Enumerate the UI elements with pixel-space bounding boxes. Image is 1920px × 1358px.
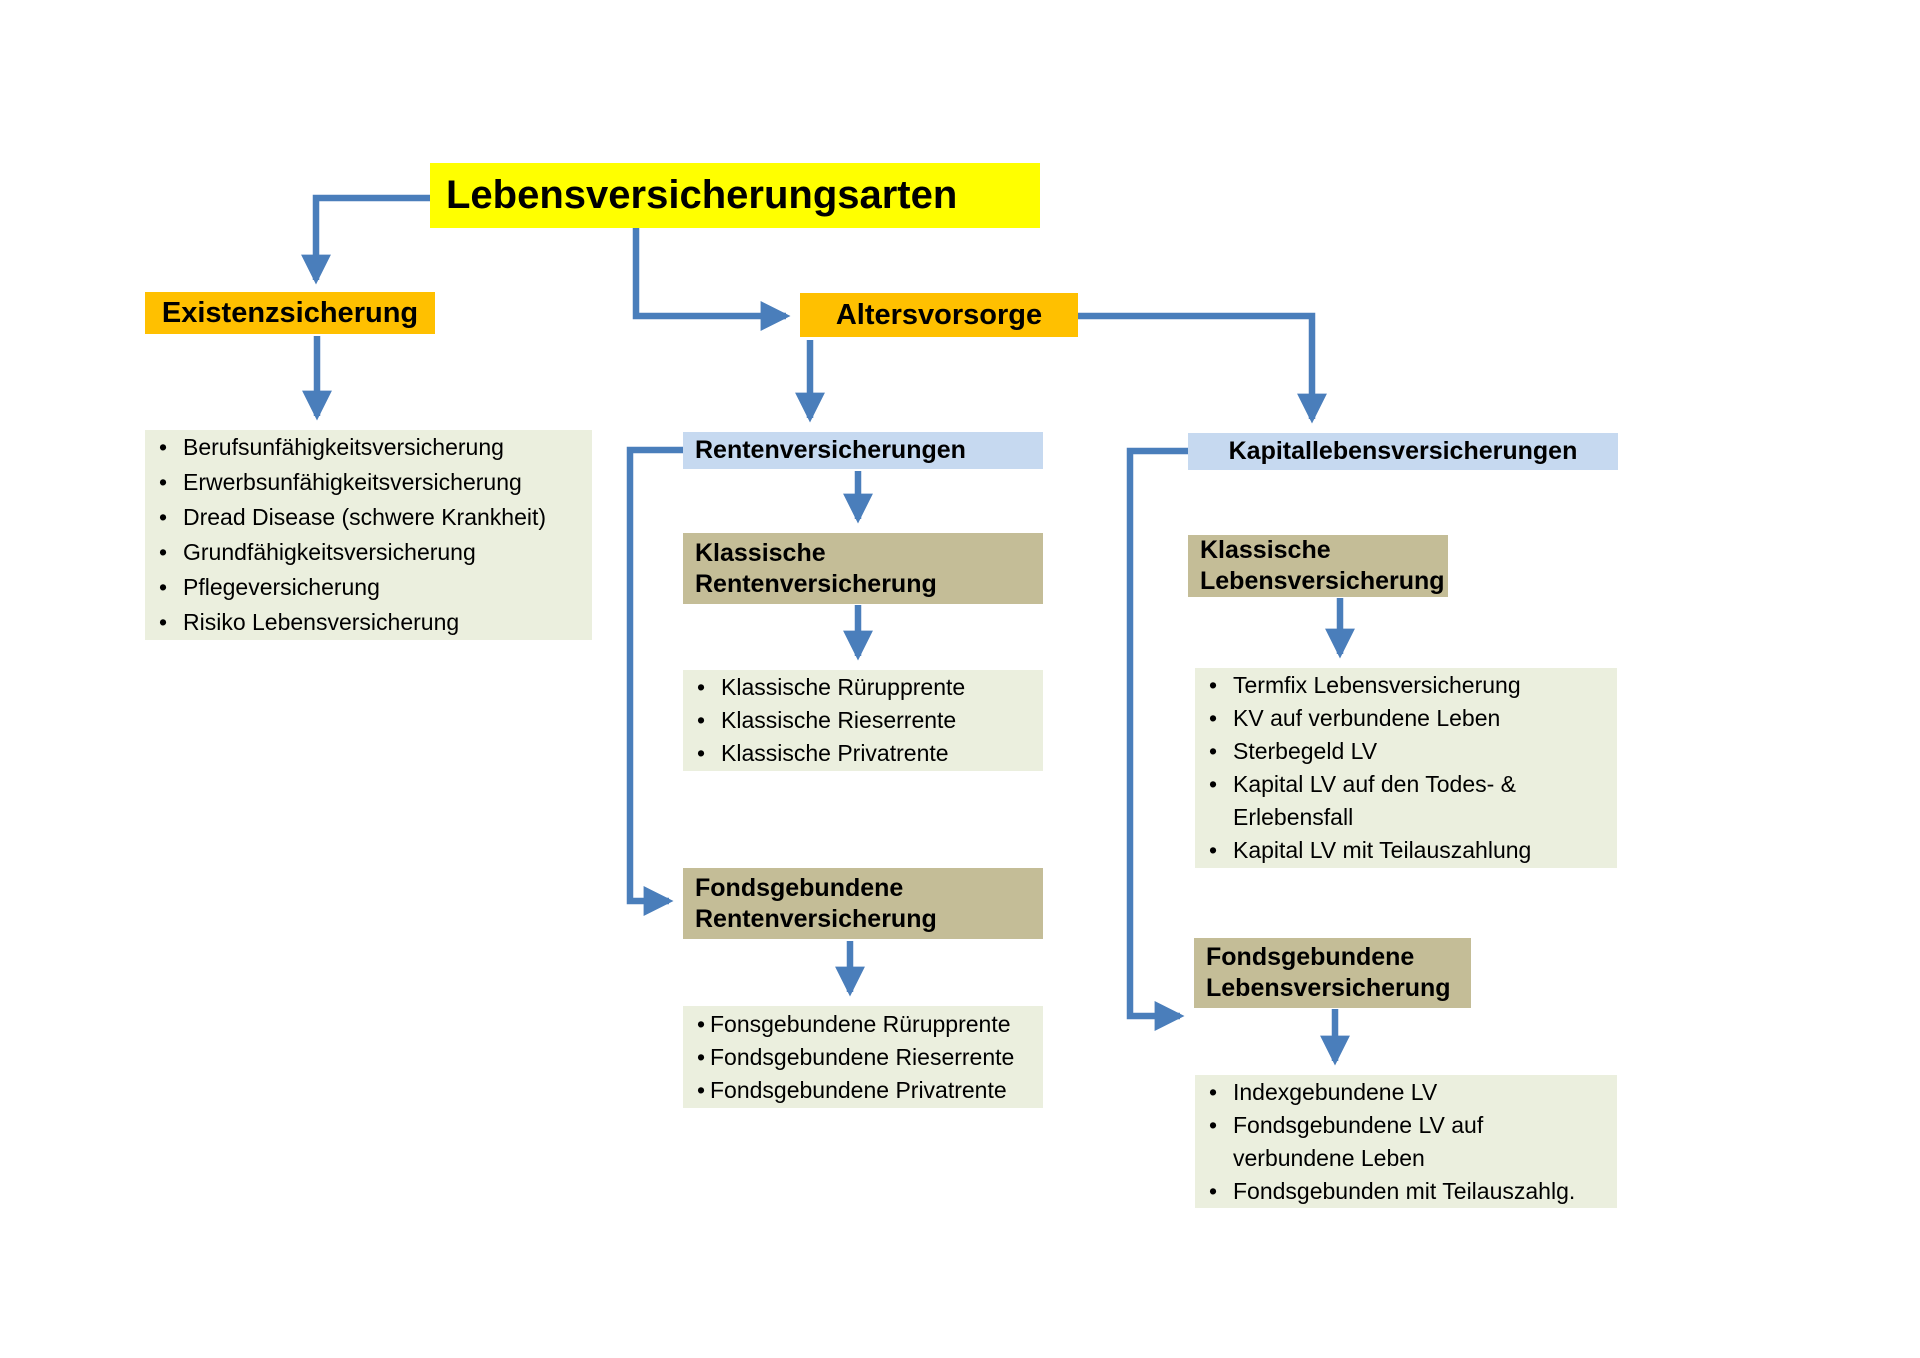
node-fondsgebundene-lebensversicherung-line1: Fondsgebundene <box>1206 943 1415 971</box>
list-item <box>1209 1142 1603 1175</box>
node-rentenversicherungen-label: Rentenversicherungen <box>695 436 966 464</box>
list-item-text: Fondsgebundene Rieserrente <box>710 1043 1015 1070</box>
bullet-marker: • <box>1209 1111 1218 1138</box>
list-item-text: Klassische Rieserrente <box>721 707 957 733</box>
bullet-marker: • <box>159 434 168 460</box>
bullet-marker: • <box>159 469 168 495</box>
list-item-text: Pflegeversicherung <box>183 574 380 600</box>
node-klassische-lebensversicherung-line2: Lebensversicherung <box>1200 567 1445 595</box>
bullet-marker <box>1209 801 1233 834</box>
list-item <box>1209 834 1603 867</box>
arrow-altersvorsorge-to-kapitallebensversicherungen <box>1078 316 1312 419</box>
list-item <box>159 500 578 535</box>
node-fondsgebundene-lebensversicherung <box>1194 938 1471 1008</box>
list-item <box>1209 669 1603 702</box>
list-existenzsicherung-products <box>145 430 592 640</box>
node-kapitallebensversicherungen <box>1188 433 1618 470</box>
list-item-text: Erlebensfall <box>1233 804 1354 830</box>
node-fondsgebundene-rentenversicherung <box>683 868 1043 939</box>
list-item-text: Fondsgebunden mit Teilauszahlg. <box>1233 1177 1576 1204</box>
list-item <box>697 737 1029 770</box>
bullet-marker: • <box>697 1076 706 1103</box>
list-item <box>159 430 578 465</box>
list-klassische-renten-products <box>683 670 1043 771</box>
list-item-text: Sterbegeld LV <box>1233 738 1378 764</box>
list-item <box>159 465 578 500</box>
bullet-marker: • <box>697 707 706 733</box>
list-item <box>159 535 578 570</box>
chart-title <box>430 163 1040 228</box>
bullet-marker: • <box>697 740 706 766</box>
list-item <box>697 671 1029 704</box>
bullet-marker: • <box>697 674 706 700</box>
node-fondsgebundene-rentenversicherung-line2: Rentenversicherung <box>695 904 937 933</box>
list-klassische-leben-products <box>1195 668 1617 868</box>
node-existenzsicherung-label: Existenzsicherung <box>161 296 419 329</box>
node-fondsgebundene-lebensversicherung-line2: Lebensversicherung <box>1206 974 1451 1002</box>
bullet-marker: • <box>697 1043 706 1070</box>
list-item-text: Grundfähigkeitsversicherung <box>183 539 476 565</box>
list-item-text: Termfix Lebensversicherung <box>1233 672 1521 698</box>
list-item <box>1209 1175 1603 1208</box>
node-klassische-lebensversicherung <box>1188 535 1448 597</box>
list-item <box>697 1041 1029 1074</box>
list-item <box>1209 801 1603 834</box>
list-item <box>159 605 578 640</box>
bullet-marker: • <box>159 609 168 635</box>
list-item <box>1209 735 1603 768</box>
node-existenzsicherung <box>145 292 435 334</box>
list-fondsgebundene-renten-products <box>683 1006 1043 1108</box>
bullet-marker: • <box>1209 705 1218 731</box>
arrow-title-to-existenzsicherung <box>316 198 430 280</box>
list-item <box>697 1008 1029 1041</box>
node-klassische-rentenversicherung <box>683 533 1043 604</box>
arrow-title-to-altersvorsorge <box>636 228 786 316</box>
node-altersvorsorge <box>800 293 1078 337</box>
list-item-text: Klassische Privatrente <box>721 740 949 766</box>
list-item-text: Fondsgebundene LV auf <box>1233 1111 1484 1138</box>
list-item <box>1209 1076 1603 1109</box>
node-klassische-rentenversicherung-line1: Klassische <box>695 538 826 567</box>
list-item-text: Kapital LV mit Teilauszahlung <box>1233 837 1532 863</box>
bullet-marker: • <box>1209 738 1218 764</box>
bullet-marker: • <box>1209 1078 1218 1105</box>
list-fondsgebundene-leben-products <box>1195 1075 1617 1208</box>
bullet-marker: • <box>159 574 168 600</box>
list-item-text: Berufsunfähigkeitsversicherung <box>183 434 504 460</box>
list-item <box>697 1074 1029 1107</box>
bullet-marker: • <box>159 539 168 565</box>
arrow-kapital-to-fondsgebundene-lebensversicherung <box>1130 451 1188 1016</box>
list-item-text: Dread Disease (schwere Krankheit) <box>183 504 547 530</box>
list-item-text: Fonsgebundene Rürupprente <box>710 1010 1011 1037</box>
bullet-marker: • <box>1209 1177 1218 1204</box>
bullet-marker: • <box>1209 837 1218 863</box>
bullet-marker: • <box>1209 672 1218 698</box>
list-item-text: KV auf verbundene Leben <box>1233 705 1501 731</box>
arrow-renten-to-fondsgebundene-rentenversicherung <box>630 450 683 901</box>
node-altersvorsorge-label: Altersvorsorge <box>835 298 1043 331</box>
bullet-marker: • <box>159 504 168 530</box>
node-fondsgebundene-rentenversicherung-line1: Fondsgebundene <box>695 873 904 902</box>
list-item <box>1209 702 1603 735</box>
bullet-marker: • <box>1209 771 1218 797</box>
list-item-text: Fondsgebundene Privatrente <box>710 1076 1007 1103</box>
list-item <box>159 570 578 605</box>
list-item-text: Klassische Rürupprente <box>721 674 966 700</box>
list-item-text: Indexgebundene LV <box>1233 1078 1438 1105</box>
node-klassische-lebensversicherung-line1: Klassische <box>1200 536 1331 564</box>
list-item <box>697 704 1029 737</box>
list-item-text: verbundene Leben <box>1233 1144 1425 1171</box>
list-item-text: Risiko Lebensversicherung <box>183 609 460 635</box>
bullet-marker: • <box>697 1010 706 1037</box>
bullet-marker <box>1209 1142 1233 1175</box>
list-item-text: Erwerbsunfähigkeitsversicherung <box>183 469 522 495</box>
node-klassische-rentenversicherung-line2: Rentenversicherung <box>695 569 937 598</box>
node-kapitallebensversicherungen-label: Kapitallebensversicherungen <box>1228 437 1578 465</box>
list-item <box>1209 768 1603 801</box>
list-item-text: Kapital LV auf den Todes- & <box>1233 771 1517 797</box>
chart-title-label: Lebensversicherungsarten <box>446 173 958 217</box>
node-rentenversicherungen <box>683 432 1043 469</box>
list-item <box>1209 1109 1603 1142</box>
